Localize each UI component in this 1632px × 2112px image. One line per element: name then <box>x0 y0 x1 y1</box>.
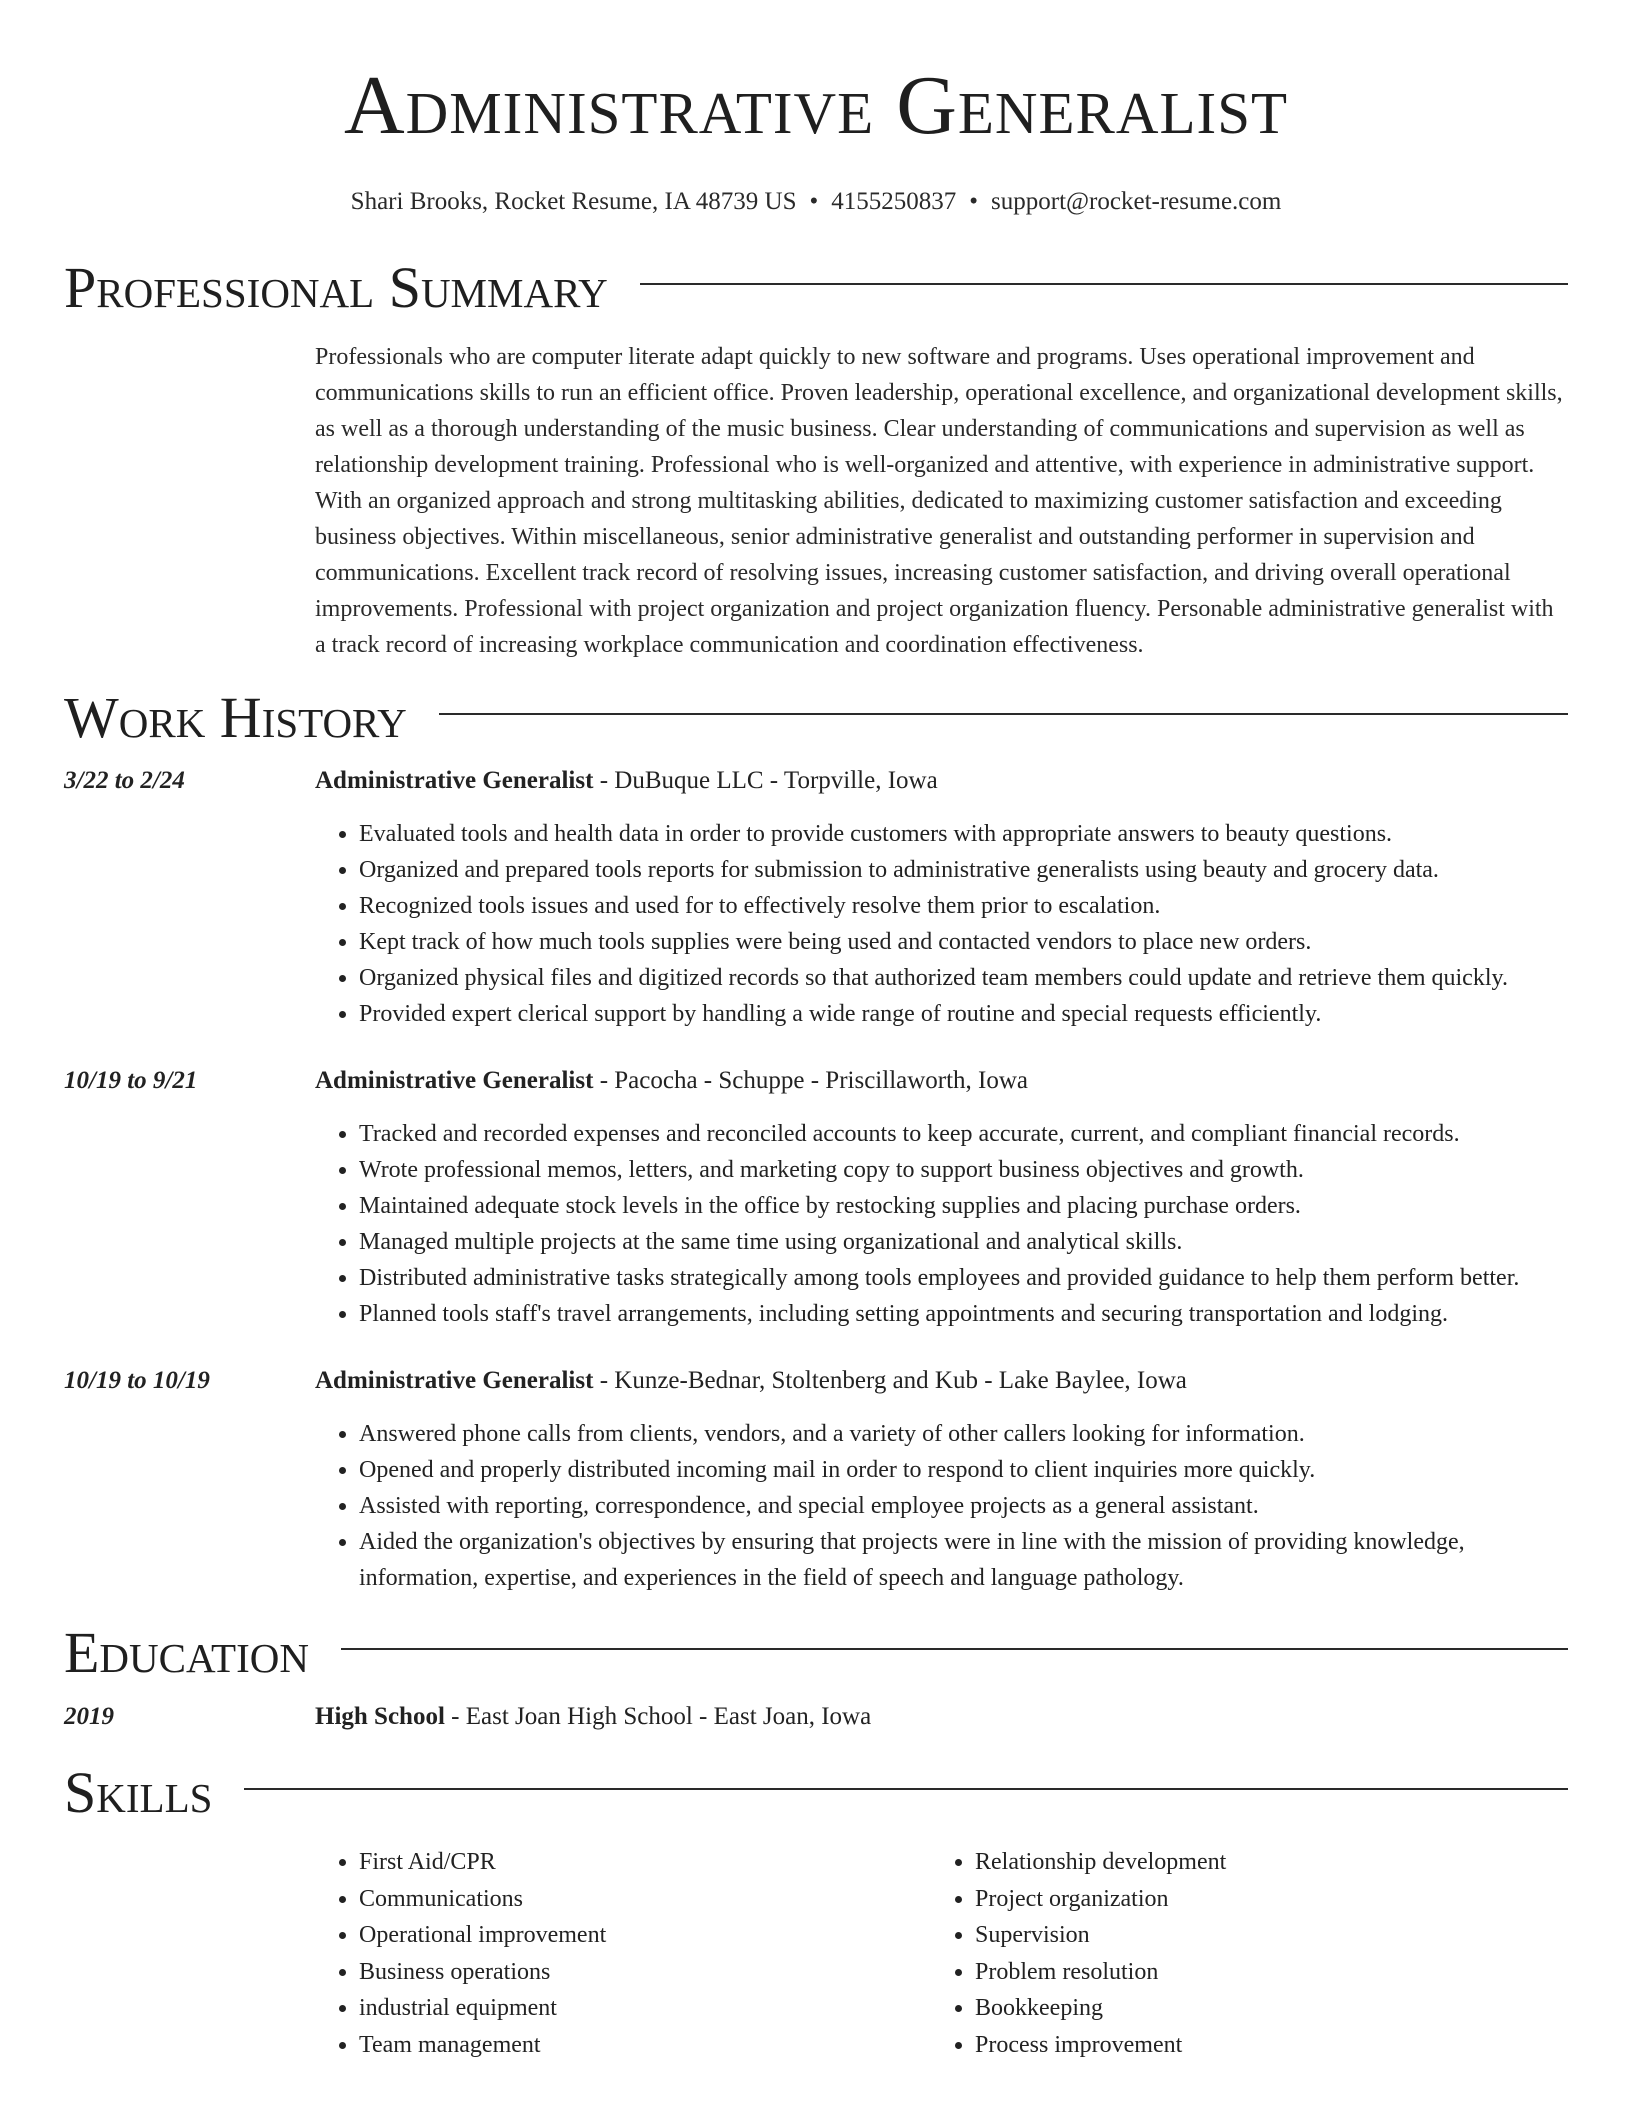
skill-item: • Bookkeeping <box>975 1990 1226 2027</box>
job-bullet: • Aided the organization's objectives by ensuring that projects were in line with the mission of providing knowledge, information, expertise, and experiences in the field of speech and language pathology. <box>359 1524 1568 1596</box>
section-divider <box>341 1648 1568 1650</box>
job-bullet: • Planned tools staff's travel arrangements, including setting appointments and securing transportation and lodging. <box>359 1296 1568 1332</box>
summary-heading: Professional Summary <box>64 255 608 320</box>
job-bullets <box>315 816 1568 1032</box>
job-role: Administrative Generalist <box>315 767 594 794</box>
job-header <box>315 766 1568 796</box>
job-dates: 10/19 to 9/21 <box>64 1067 198 1094</box>
skill-item: • Team management <box>359 2027 931 2064</box>
job-bullets <box>315 1416 1568 1596</box>
job-details: - DuBuque LLC - Torpville, Iowa <box>593 767 938 794</box>
job-details: - Pacocha - Schuppe - Priscillaworth, Iowa <box>593 1067 1029 1094</box>
summary-text: Professionals who are computer literate adapt quickly to new software and programs. Uses operational improvement and communications skills to run an efficient office. Proven leadership, operational excellence, and organizational development skills, as well as a thorough understanding of the music business. Clear understanding of communications and supervision as well as relationship development training. Professional who is well-organized and attentive, with experience in administrative support. With an organized approach and strong multitasking abilities, dedicated to maximizing customer satisfaction and exceeding business objectives. Within miscellaneous, senior administrative generalist and outstanding performer in supervision and communications. Excellent track record of resolving issues, increasing customer satisfaction, and driving overall operational improvements. Professional with project organization and project organization fluency. Personable administrative generalist with a track record of increasing workplace communication and coordination effectiveness. <box>315 344 1563 658</box>
skill-item: • Supervision <box>975 1917 1226 1954</box>
job-details: - Kunze-Bednar, Stoltenberg and Kub - Lake Baylee, Iowa <box>593 1367 1187 1394</box>
education-section-header <box>64 1618 1568 1688</box>
job-header <box>315 1066 1568 1096</box>
job-body <box>315 766 1568 1032</box>
education-degree: High School <box>315 1703 445 1730</box>
job-bullet: • Managed multiple projects at the same time using organizational and analytical skills. <box>359 1224 1568 1260</box>
job-bullet: • Answered phone calls from clients, vendors, and a variety of other callers looking for information. <box>359 1416 1568 1452</box>
skill-item: • First Aid/CPR <box>359 1844 931 1881</box>
job-body <box>315 1066 1568 1332</box>
section-divider <box>244 1788 1568 1790</box>
contact-separator: • <box>809 188 819 215</box>
education-heading: Education <box>64 1620 309 1685</box>
job-entry <box>64 1066 1568 1332</box>
job-bullet: • Kept track of how much tools supplies were being used and contacted vendors to place new orders. <box>359 924 1568 960</box>
job-bullet: • Assisted with reporting, correspondence, and special employee projects as a general assistant. <box>359 1488 1568 1524</box>
job-entry <box>64 766 1568 1032</box>
job-bullet: • Evaluated tools and health data in order to provide customers with appropriate answers to beauty questions. <box>359 816 1568 852</box>
contact-phone: 4155250837 <box>831 188 957 215</box>
section-divider <box>439 713 1568 715</box>
job-bullet: • Organized physical files and digitized records so that authorized team members could update and retrieve them quickly. <box>359 960 1568 996</box>
skills-section-header <box>64 1758 1568 1828</box>
skill-item: • Operational improvement <box>359 1917 931 1954</box>
section-divider <box>640 283 1568 285</box>
skill-item: • industrial equipment <box>359 1990 931 2027</box>
job-bullet: • Wrote professional memos, letters, and marketing copy to support business objectives and growth. <box>359 1152 1568 1188</box>
job-dates: 3/22 to 2/24 <box>64 767 185 794</box>
skill-item: • Problem resolution <box>975 1954 1226 1991</box>
job-bullets <box>315 1116 1568 1332</box>
skills-list-right <box>931 1844 1226 2063</box>
job-bullet: • Organized and prepared tools reports for submission to administrative generalists using beauty and grocery data. <box>359 852 1568 888</box>
education-year: 2019 <box>64 1703 114 1730</box>
job-bullet: • Distributed administrative tasks strategically among tools employees and provided guidance to help them perform better. <box>359 1260 1568 1296</box>
job-role: Administrative Generalist <box>315 1067 594 1094</box>
job-body <box>315 1366 1568 1596</box>
contact-separator: • <box>969 188 979 215</box>
skills-heading: Skills <box>64 1760 213 1825</box>
job-bullet: • Maintained adequate stock levels in the office by restocking supplies and placing purchase orders. <box>359 1188 1568 1224</box>
education-header <box>315 1702 1568 1732</box>
skill-item: • Communications <box>359 1881 931 1918</box>
contact-email: support@rocket-resume.com <box>991 188 1282 215</box>
job-bullet: • Opened and properly distributed incoming mail in order to respond to client inquiries more quickly. <box>359 1452 1568 1488</box>
skill-item: • Business operations <box>359 1954 931 1991</box>
resume-title: Administrative Generalist <box>343 59 1289 152</box>
job-bullet: • Provided expert clerical support by handling a wide range of routine and special requests efficiently. <box>359 996 1568 1032</box>
contact-address: Shari Brooks, Rocket Resume, IA 48739 US <box>350 188 797 215</box>
summary-section-header <box>64 253 1568 323</box>
contact-line <box>64 187 1568 217</box>
job-bullet: • Tracked and recorded expenses and reconciled accounts to keep accurate, current, and compliant financial records. <box>359 1116 1568 1152</box>
education-details: - East Joan High School - East Joan, Iowa <box>444 1703 872 1730</box>
skill-item: • Project organization <box>975 1881 1226 1918</box>
work-heading: Work History <box>64 685 407 750</box>
work-section-header <box>64 683 1568 753</box>
education-entry <box>64 1702 1568 1732</box>
job-role: Administrative Generalist <box>315 1367 594 1394</box>
job-dates: 10/19 to 10/19 <box>64 1367 210 1394</box>
education-body <box>315 1702 1568 1732</box>
job-bullet: • Recognized tools issues and used for to effectively resolve them prior to escalation. <box>359 888 1568 924</box>
job-entry <box>64 1366 1568 1596</box>
skills-list-left <box>315 1844 931 2063</box>
job-header <box>315 1366 1568 1396</box>
skills-columns <box>315 1844 1568 2063</box>
skill-item: • Process improvement <box>975 2027 1226 2064</box>
skill-item: • Relationship development <box>975 1844 1226 1881</box>
resume-page <box>64 0 1568 2063</box>
